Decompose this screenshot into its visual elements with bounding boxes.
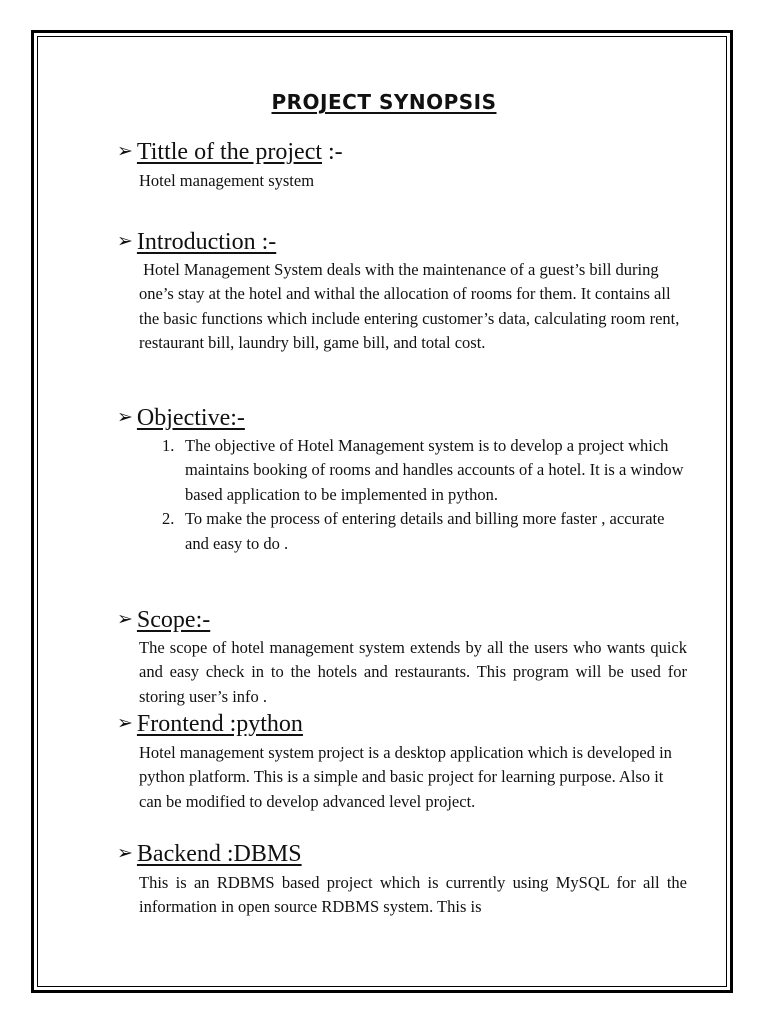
- section-heading-text: Scope:-: [136, 607, 211, 633]
- arrow-bullet-icon: ➢: [117, 842, 133, 864]
- list-item-number: 1.: [162, 436, 175, 455]
- arrow-bullet-icon: ➢: [117, 140, 133, 162]
- arrow-bullet-icon: ➢: [117, 406, 133, 428]
- section-heading-text: Frontend :python: [136, 711, 303, 737]
- section-heading-text: Introduction :-: [136, 229, 277, 255]
- scope-paragraph: The scope of hotel management system extends by all the users who wants quick and easy check in to the hotels and restaurants. This program will be used for storing user’s info .: [139, 638, 687, 706]
- section-heading-objective: [117, 403, 245, 434]
- introduction-paragraph: Hotel Management System deals with the maintenance of a guest’s bill during one’s stay at the hotel and withal the allocation of rooms for them. It contains all the basic functions which include entering customer’s data, calculating room rent, restaurant bill, laundry bill, game bill, and total cost.: [139, 260, 684, 353]
- arrow-bullet-icon: ➢: [117, 712, 133, 734]
- list-item: [160, 507, 690, 556]
- frontend-paragraph: Hotel management system project is a desktop application which is developed in python platform. This is a simple and basic project for learning purpose. Also it can be modified to develop advanced level project.: [139, 743, 672, 811]
- arrow-bullet-icon: ➢: [117, 230, 133, 252]
- section-heading-scope: [117, 605, 210, 636]
- objective-list: [160, 434, 690, 556]
- section-heading-text: Tittle of the project: [136, 139, 323, 165]
- section-heading-frontend: [117, 709, 303, 740]
- list-item-text: To make the process of entering details and billing more faster , accurate and easy to do .: [185, 509, 665, 553]
- project-title-text: Hotel management system: [139, 171, 315, 190]
- list-item-number: 2.: [162, 509, 175, 529]
- section-heading-text: Backend :DBMS: [136, 841, 302, 867]
- backend-paragraph: This is an RDBMS based project which is currently using MySQL for all the information in open source RDBMS system. This is: [139, 873, 687, 917]
- arrow-bullet-icon: ➢: [117, 608, 133, 630]
- page-title: PROJECT SYNOPSIS: [271, 90, 497, 114]
- section-heading-introduction: [117, 227, 276, 258]
- section-heading-text: Objective:-: [136, 405, 245, 431]
- list-item: [160, 434, 690, 507]
- section-heading-suffix: :-: [322, 139, 343, 165]
- section-heading-title-of-project: [117, 137, 343, 168]
- list-item-text: The objective of Hotel Management system is to develop a project which maintains booking of rooms and handles accounts of a hotel. It is a window based application to be implemented in python.: [185, 436, 684, 504]
- section-heading-backend: [117, 839, 302, 870]
